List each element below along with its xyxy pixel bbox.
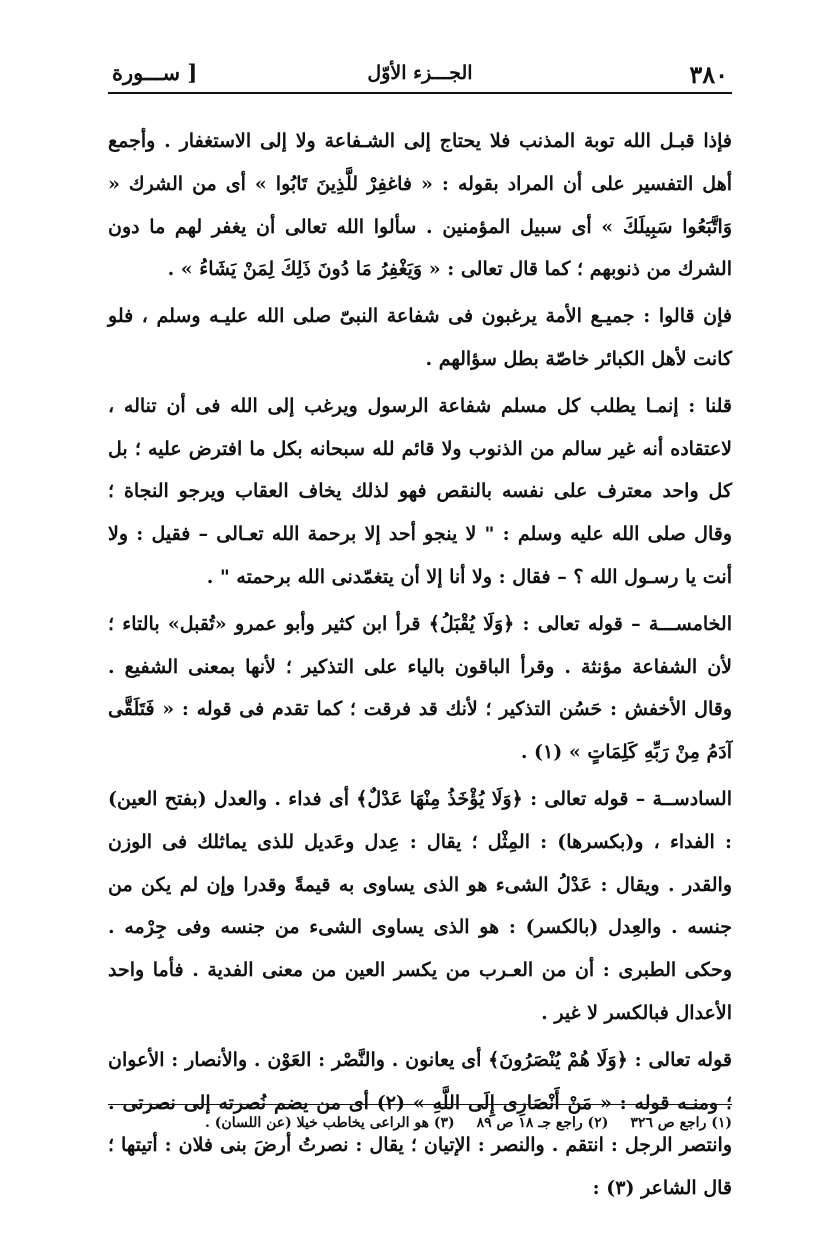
paragraph: قلنا : إنمـا يطلب كل مسلم شفاعة الرسول ويرغب إلى الله فى أن تناله ، لاعتقاده أنه غير سالم من الذنوب ولا قائم لله سبحانه بكل ما افترض عليه ؛ بل كل واحد معترف على نفسه بالنقص فهو لذلك يخاف العقاب ويرجو النجاة ؛ وقال صلى الله عليه وسلم : " لا ينجو أحد إلا برحمة الله تعـالى – فقيل : ولا أنت يا رسـول الله ؟ – فقال : ولا أنا إلا أن يتغمّدنى الله برحمته " .	[108, 394, 732, 588]
footnote: (٣) هو الراعى يخاطب خيلا (عن اللسان) .	[205, 1115, 455, 1131]
part-title: الجـــزء الأوّل	[367, 62, 473, 84]
footnote: (١) راجع ص ٣٢٦	[630, 1115, 732, 1131]
footnote-rule	[108, 1104, 732, 1105]
page-number: ٣٨٠	[689, 60, 728, 89]
page-header	[108, 56, 732, 94]
surah-label: [ ســـورة	[112, 60, 198, 85]
paragraph: قوله تعالى : ﴿وَلَا هُمْ يُنْصَرُونَ﴾ أى يعانون . والنَّصْر : العَوْن . والأنصار : الأعوان ؛ ومنـه قوله : « مَنْ أَنْصَارِى إِلَى اللَّهِ » (٢) أى من يضم نُصرته إلى نصرتى . وانتصر الرجل : انتقم . والنصر : الإتيان ؛ يقال : نصرتُ أرضَ بنى فلان : أتيتها ؛ قال الشاعر (٣) :	[108, 1048, 733, 1200]
paragraph: الخامســـة – قوله تعالى : ﴿وَلَا يُقْبَلُ﴾ قرأ ابن كثير وأبو عمرو «تُقبل» بالتاء ؛ لأن الشفاعة مؤنثة . وقرأ الباقون بالياء على التذكير ؛ لأنها بمعنى الشفيع . وقال الأخفش : حَسُن التذكير ؛ لأنك قد فرقت ؛ كما تقدم فى قوله : « فَتَلَقَّى آدَمُ مِنْ رَبِّهِ كَلِمَاتٍ » (١) .	[108, 612, 732, 764]
body-text	[108, 120, 732, 1214]
paragraph: فإن قالوا : جميـع الأمة يرغبون فى شفاعة النبىّ صلى الله عليـه وسلم ، فلو كانت لأهل الكبائر خاصّة بطل سؤالهم .	[108, 305, 732, 370]
header-rule	[108, 92, 732, 94]
paragraph: فإذا قبـل الله توبة المذنب فلا يحتاج إلى الشـفاعة ولا إلى الاستغفار . وأجمع أهل التفسير على أن المراد بقوله : « فاغفِرْ للَّذِينَ تَابُوا » أى من الشرك « وَاتَّبَعُوا سَبِيلَكَ » أى سبيل المؤمنين . سألوا الله تعالى أن يغفر لهم ما دون الشرك من ذنوبهم ؛ كما قال تعالى : « وَيَغْفِرُ مَا دُونَ ذَلِكَ لِمَنْ يَشَاءُ » .	[108, 130, 732, 281]
footnotes	[108, 1112, 732, 1134]
paragraph: السادســة – قوله تعالى : ﴿وَلَا يُؤْخَذُ مِنْهَا عَدْلٌ﴾ أى فداء . والعدل (بفتح العين) : الفداء ، و(بكسرها) : المِثْل ؛ يقال : عِدل وعَديل للذى يماثلك فى الوزن والقدر . ويقال : عَدْلُ الشىء هو الذى يساوى به قيمةً وقدرا وإن لم يكن من جنسه . والعِدل (بالكسر) : هو الذى يساوى الشىء من جنسه وفى جِرْمه . وحكى الطبرى : أن من العـرب من يكسر العين من معنى الفدية . فأما واحد الأعدال فبالكسر لا غير .	[108, 787, 732, 1024]
footnote: (٢) راجع جـ ١٨ ص ٨٩	[476, 1115, 609, 1131]
